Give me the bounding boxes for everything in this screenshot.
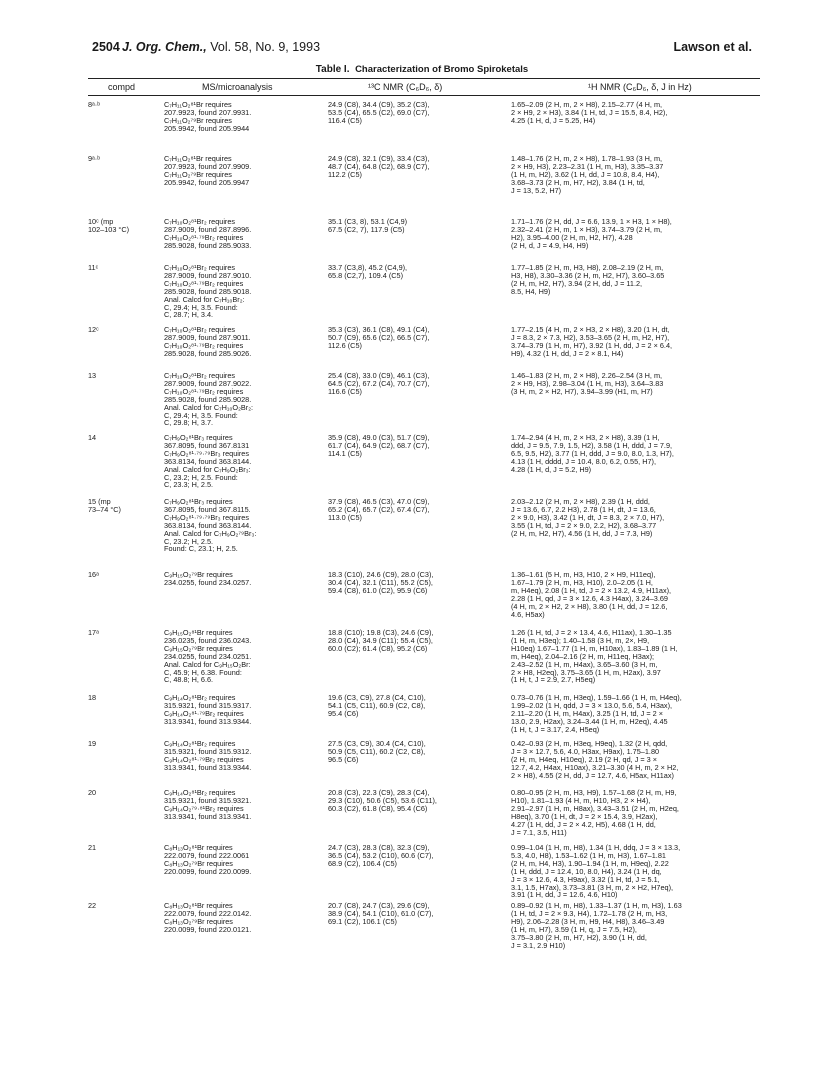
table-row bbox=[88, 789, 760, 844]
table-row bbox=[88, 571, 760, 629]
cell-h1: 1.65–2.09 (2 H, m, 2 × H8), 2.15–2.77 (4 H, m, 2 × H9, 2 × H3), 3.84 (1 H, td, J = 15.5, 8.4, H2), 4.25 (1 H, d, J = 5.25, H4) bbox=[511, 100, 668, 125]
table-row bbox=[88, 372, 760, 434]
cell-c13: 20.8 (C3), 22.3 (C9), 28.3 (C4), 29.3 (C10), 50.6 (C5), 53.6 (C11), 60.3 (C2), 61.8 (C8), 95.4 (C6) bbox=[328, 788, 437, 813]
table-body bbox=[88, 101, 760, 952]
cell-h1: 0.89–0.92 (1 H, m, H8), 1.33–1.37 (1 H, m, H3), 1.63 (1 H, td, J = 2 × 9.3, H4), 1.72–1.78 (2 H, m, H3, H9), 2.06–2.28 (3 H, m, H9, H4, H8), 3.46–3.49 (1 H, m, H7), 3.59 (1 H, q, J = 7.5, H2), 3.75–3.80 (2 H, m, H7, H2), 3.90 (1 H, dd, J = 3.1, 2.9 H10) bbox=[511, 901, 682, 950]
cell-h1: 0.42–0.93 (2 H, m, H3eq, H9eq), 1.32 (2 H, qdd, J = 3 × 12.7, 5.6, 4.0, H3ax, H9ax), 1.75–1.80 (2 H, m, H4eq, H10eq), 2.19 (2 H, qd, J = 3 × 12.7, 4.2, H4ax, H10ax), 3.21–3.30 (4 H, m, 2 × H2, 2 × H8), 4.55 (2 H, dd, J = 12.7, 4.6, H5ax, H11ax) bbox=[511, 739, 679, 780]
cell-ms: C₇H₁₀O₂⁸¹Br₂ requires 287.9009, found 287.9022. C₇H₁₀O₂⁸¹·⁷⁹Br₂ requires 285.9028, found 285.9028. Anal. Calcd for C₇H₁₀O₂Br₂: C, 29.4; H, 3.5. Found: C, 29.8; H, 3.7. bbox=[164, 371, 254, 428]
cell-compd: 18 bbox=[88, 693, 97, 702]
table-row bbox=[88, 902, 760, 952]
cell-h1: 1.71–1.76 (2 H, dd, J = 6.6, 13.9, 1 × H3, 1 × H8), 2.32–2.41 (2 H, m, 1 × H3), 3.74–3.79 (2 H, m, H2), 3.95–4.00 (2 H, m, H2, H7), 4.28 (2 H, d, J = 4.9, H4, H9) bbox=[511, 217, 672, 250]
table-caption: Characterization of Bromo Spiroketals bbox=[355, 64, 529, 75]
cell-ms: C₉H₁₅O₂⁸¹Br requires 236.0235, found 236.0243. C₉H₁₅O₂⁷⁹Br requires 234.0255, found 234.0251. Anal. Calcd for C₉H₁₅O₂Br: C, 45.9; H, 6.38. Found: C, 48.8; H, 6.6. bbox=[164, 628, 252, 685]
cell-c13: 18.8 (C10); 19.8 (C3), 24.6 (C9), 28.0 (C4), 34.9 (C11); 55.4 (C5), 60.0 (C2); 61.4 (C8), 95.2 (C6) bbox=[328, 628, 434, 653]
cell-ms: C₈H₁₃O₂⁸¹Br requires 222.0079, found 222.0061 C₈H₁₃O₂⁷⁹Br requires 220.0099, found 220.0099. bbox=[164, 843, 252, 876]
cell-compd: 16ᵃ bbox=[88, 570, 99, 579]
cell-ms: C₉H₁₄O₂⁸¹Br₂ requires 315.9321, found 315.9321. C₉H₁₄O₂⁷⁹·⁸¹Br₂ requires 313.9341, found 313.9341. bbox=[164, 788, 252, 821]
cell-c13: 35.3 (C3), 36.1 (C8), 49.1 (C4), 50.7 (C9), 65.6 (C2), 66.5 (C7), 112.6 (C5) bbox=[328, 325, 430, 350]
journal-name: J. Org. Chem., bbox=[122, 40, 207, 54]
cell-ms: C₉H₁₄O₂⁸¹Br₂ requires 315.9321, found 315.9312. C₉H₁₄O₂⁸¹·⁷⁹Br₂ requires 313.9341, found 313.9344. bbox=[164, 739, 252, 772]
column-header-13c: ¹³C NMR (C₆D₆, δ) bbox=[368, 82, 443, 92]
cell-c13: 25.4 (C8), 33.0 (C9), 46.1 (C3), 64.5 (C2), 67.2 (C4), 70.7 (C7), 116.6 (C5) bbox=[328, 371, 430, 396]
table-row bbox=[88, 844, 760, 902]
table-row bbox=[88, 629, 760, 694]
cell-ms: C₉H₁₅O₂⁷⁹Br requires 234.0255, found 234.0257. bbox=[164, 570, 252, 587]
table-row bbox=[88, 498, 760, 571]
cell-h1: 0.73–0.76 (1 H, m, H3eq), 1.59–1.66 (1 H, m, H4eq), 1.99–2.02 (1 H, qdd, J = 3 × 13.0, 5.6, 5.4, H3ax), 2.11–2.20 (1 H, m, H4ax), 3.25 (1 H, td, J = 2 × 13.0, 2.9, H2ax), 3.24–3.44 (1 H, m, H2eq), 4.45 (1 H, t, J = 3.17, 2.4, H5eq) bbox=[511, 693, 682, 734]
cell-compd: 13 bbox=[88, 371, 97, 380]
cell-ms: C₇H₉O₂⁸¹Br₃ requires 367.8095, found 367.8131 C₇H₉O₂⁸¹·⁷⁹·⁷⁹Br₃ requires 363.8134, found 363.8144. Anal. Calcd for C₇H₉O₂Br₃: C, 23.2; H, 2.5. Found: C, 23.3; H, 2.5. bbox=[164, 433, 252, 490]
table-row bbox=[88, 264, 760, 326]
cell-ms: C₇H₁₀O₂⁸¹Br₂ requires 287.9009, found 287.8996. C₇H₁₀O₂⁸¹·⁷⁹Br₂ requires 285.9028, found 285.9033. bbox=[164, 217, 252, 250]
cell-ms: C₇H₁₁O₂⁸¹Br requires 207.9923, found 207.9931. C₇H₁₁O₂⁷⁹Br requires 205.9942, found 205.9944 bbox=[164, 100, 252, 133]
table-row bbox=[88, 326, 760, 372]
cell-compd: 10ᶜ (mp 102–103 °C) bbox=[88, 217, 130, 234]
cell-c13: 24.9 (C8), 34.4 (C9), 35.2 (C3), 53.5 (C4), 65.5 (C2), 69.0 (C7), 116.4 (C5) bbox=[328, 100, 430, 125]
cell-h1: 1.74–2.94 (4 H, m, 2 × H3, 2 × H8), 3.39 (1 H, ddd, J = 9.5, 7.9, 1.5, H2), 3.58 (1 H, ddd, J = 7.9, 6.5, 9.5, H2), 3.77 (1 H, ddd, J = 9.0, 8.0, 1.3, H7), 4.13 (1 H, dddd, J = 10.4, 8.0, 6.2, 0.55, H7), 4.28 (1 H, d, J = 5.2, H9) bbox=[511, 433, 674, 474]
cell-c13: 24.9 (C8), 32.1 (C9), 33.4 (C3), 48.7 (C4), 64.8 (C2), 68.9 (C7), 112.2 (C5) bbox=[328, 154, 430, 179]
cell-h1: 1.48–1.76 (2 H, m, 2 × H8), 1.78–1.93 (3 H, m, 2 × H9, H3), 2.23–2.31 (1 H, m, H3), 3.35–3.37 (1 H, m, H2), 3.62 (1 H, dd, J = 10.8, 8.4, H4), 3.68–3.73 (2 H, m, H7, H2), 3.84 (1 H, td, J = 13, 5.2, H7) bbox=[511, 154, 664, 195]
cell-ms: C₇H₁₀O₂⁸¹Br₂ requires 287.9009, found 287.9011. C₇H₁₀O₂⁸¹·⁷⁹Br₂ requires 285.9028, found 285.9026. bbox=[164, 325, 252, 358]
column-header-ms: MS/microanalysis bbox=[202, 82, 273, 92]
cell-ms: C₇H₁₀O₂⁸¹Br₂ requires 287.9009, found 287.9010. C₇H₁₀O₂⁸¹·⁷⁹Br₂ requires 285.9028, found 285.9018. Anal. Calcd for C₇H₁₀Br₂: C, 29.4; H, 3.5. Found: C, 28.7; H, 3.4. bbox=[164, 263, 252, 320]
cell-c13: 19.6 (C3, C9), 27.8 (C4, C10), 54.1 (C5, C11), 60.9 (C2, C8), 95.4 (C6) bbox=[328, 693, 426, 718]
running-head bbox=[92, 40, 752, 56]
table-row bbox=[88, 101, 760, 155]
table-row bbox=[88, 434, 760, 498]
cell-compd: 21 bbox=[88, 843, 97, 852]
cell-h1: 0.80–0.95 (2 H, m, H3, H9), 1.57–1.68 (2 H, m, H9, H10), 1.81–1.93 (4 H, m, H10, H3, 2 × H4), 2.91–2.97 (1 H, m, H8ax), 3.43–3.51 (2 H, m, H2eq, H8eq), 3.70 (1 H, dt, J = 2 × 15.4, 3.9, H2ax), 4.27 (1 H, dd, J = 2 × 4.2, H5), 4.68 (1 H, dd, J = 7.1, 3.5, H11) bbox=[511, 788, 679, 837]
cell-compd: 14 bbox=[88, 433, 97, 442]
cell-compd: 22 bbox=[88, 901, 97, 910]
table-title bbox=[92, 64, 752, 75]
cell-c13: 20.7 (C8), 24.7 (C3), 29.6 (C9), 38.9 (C4), 54.1 (C10), 61.0 (C7), 69.1 (C2), 106.1 (C5) bbox=[328, 901, 434, 926]
cell-compd: 12ᶜ bbox=[88, 325, 99, 334]
table-row bbox=[88, 694, 760, 740]
cell-c13: 33.7 (C3,8), 45.2 (C4,9), 65.8 (C2,7), 109.4 (C5) bbox=[328, 263, 408, 280]
table-row bbox=[88, 740, 760, 789]
cell-c13: 35.9 (C8), 49.0 (C3), 51.7 (C9), 61.7 (C4), 64.9 (C2), 68.7 (C7), 114.1 (C5) bbox=[328, 433, 430, 458]
table-label: Table I. bbox=[315, 64, 350, 75]
cell-compd: 9ᵃ·ᵇ bbox=[88, 154, 100, 163]
cell-h1: 0.99–1.04 (1 H, m, H8), 1.34 (1 H, ddq, J = 3 × 13.3, 5.3, 4.0, H8), 1.53–1.62 (1 H, m, H3), 1.67–1.81 (2 H, m, H4, H3), 1.90–1.94 (1 H, m, H9eq), 2.22 (1 H, ddd, J = 12.4, 10, 8.0, H4), 3.24 (1 H, dq, J = 3 × 12.6, 4.3, H9ax), 3.32 (1 H, td, J = 5.1, 3.1, 1.5, H7ax), 3.73–3.81 (3 H, m, 2 × H2, H7eq), 3.91 (1 H, dd, J = 12.6, 4.6, H10) bbox=[511, 843, 681, 900]
cell-h1: 1.36–1.61 (5 H, m, H3, H10, 2 × H9, H11eq), 1.67–1.79 (2 H, m, H3, H10), 2.0–2.05 (1 H, m, H4eq), 2.08 (1 H, td, J = 2 × 13.2, 4.9, H11ax), 2.28 (1 H, qd, J = 3 × 12.6, 4.3 H4ax), 3.24–3.69 (4 H, m, 2 × H2, 2 × H8), 3.80 (1 H, dd, J = 12.6, 4.6, H5ax) bbox=[511, 570, 672, 619]
column-header-1h: ¹H NMR (C₆D₆, δ, J in Hz) bbox=[588, 82, 692, 92]
cell-c13: 18.3 (C10), 24.6 (C9), 28.0 (C3), 30.4 (C4), 32.1 (C11), 55.2 (C5), 59.4 (C8), 61.0 (C2), 95.9 (C6) bbox=[328, 570, 434, 595]
cell-compd: 11ᶜ bbox=[88, 263, 99, 272]
column-header-compd: compd bbox=[108, 82, 136, 92]
cell-ms: C₈H₁₃O₂⁸¹Br requires 222.0079, found 222.0142. C₈H₁₃O₂⁷⁹Br requires 220.0099, found 220.0121. bbox=[164, 901, 252, 934]
authors: Lawson et al. bbox=[673, 40, 752, 54]
table-top-rule bbox=[88, 78, 760, 79]
cell-c13: 24.7 (C3), 28.3 (C8), 32.3 (C9), 36.5 (C4), 53.2 (C10), 60.6 (C7), 68.9 (C2), 106.4 (C5) bbox=[328, 843, 434, 868]
cell-compd: 8ᵃ·ᵇ bbox=[88, 100, 100, 109]
cell-ms: C₇H₉O₂⁸¹Br₃ requires 367.8095, found 367.8115. C₇H₉O₂⁸¹·⁷⁹·⁷⁹Br₃ requires 363.8134, found 363.8144. Anal. Calcd for C₇H₉O₂⁷⁹Br₃: C, 23.2; H, 2.5. Found: C, 23.1; H, 2.5. bbox=[164, 497, 257, 554]
cell-c13: 27.5 (C3, C9), 30.4 (C4, C10), 50.9 (C5, C11), 60.2 (C2, C8), 96.5 (C6) bbox=[328, 739, 426, 764]
cell-h1: 1.46–1.83 (2 H, m, 2 × H8), 2.26–2.54 (3 H, m, 2 × H9, H3), 2.98–3.04 (1 H, m, H3), 3.64–3.83 (3 H, m, 2 × H2, H7), 3.94–3.99 (H1, m, H7) bbox=[511, 371, 664, 396]
cell-compd: 17ᵃ bbox=[88, 628, 99, 637]
journal-citation bbox=[122, 40, 320, 54]
cell-h1: 1.26 (1 H, td, J = 2 × 13.4, 4.6, H11ax), 1.30–1.35 (1 H, m, H3eq); 1.40–1.58 (3 H, m, 2×, H9, H10eq) 1.67–1.77 (1 H, m, H10ax), 1.83–1.89 (1 H, m, H4eq), 2.04–2.16 (2 H, m, H11eq, H3ax); 2.43–2.52 (1 H, m, H4ax), 3.65–3.60 (3 H, m, 2 × H8, H2eq), 3.75–3.65 (1 H, m, H2ax), 3.97 (1 H, t, J = 2.9, 2.7, H5eq) bbox=[511, 628, 678, 685]
cell-h1: 1.77–2.15 (4 H, m, 2 × H3, 2 × H8), 3.20 (1 H, dt, J = 8.3, 2 × 7.3, H2), 3.53–3.65 (2 H, m, H2, H7), 3.74–3.79 (1 H, m, H7), 3.92 (1 H, dd, J = 2 × 6.4, H9), 4.32 (1 H, dd, J = 2 × 8.1, H4) bbox=[511, 325, 673, 358]
cell-ms: C₇H₁₁O₂⁸¹Br requires 207.9923, found 207.9909. C₇H₁₁O₂⁷⁹Br requires 205.9942, found 205.9947 bbox=[164, 154, 252, 187]
table-header-rule bbox=[88, 95, 760, 96]
cell-compd: 20 bbox=[88, 788, 97, 797]
journal-volume: Vol. 58, No. 9, 1993 bbox=[206, 40, 321, 54]
cell-h1: 2.03–2.12 (2 H, m, 2 × H8), 2.39 (1 H, ddd, J = 13.6, 6.7, 2.2 H3), 2.78 (1 H, dt, J = 13.6, 2 × 9.0, H3), 3.42 (1 H, dt, J = 8.3, 2 × 7.0, H7), 3.55 (1 H, td, J = 2 × 9.0, 2.2, H2), 3.68–3.77 (2 H, m, H2, H7), 4.56 (1 H, dd, J = 7.3, H9) bbox=[511, 497, 665, 538]
cell-compd: 15 (mp 73–74 °C) bbox=[88, 497, 121, 514]
page-number: 2504 bbox=[92, 40, 120, 54]
cell-c13: 37.9 (C8), 46.5 (C3), 47.0 (C9), 65.2 (C4), 65.7 (C2), 67.4 (C7), 113.0 (C5) bbox=[328, 497, 430, 522]
table-row bbox=[88, 218, 760, 264]
cell-compd: 19 bbox=[88, 739, 97, 748]
cell-ms: C₉H₁₄O₂⁸¹Br₂ requires 315.9321, found 315.9317. C₉H₁₄O₂⁸¹·⁷⁹Br₂ requires 313.9341, found 313.9344. bbox=[164, 693, 252, 726]
table-row bbox=[88, 155, 760, 218]
cell-c13: 35.1 (C3, 8), 53.1 (C4,9) 67.5 (C2, 7), 117.9 (C5) bbox=[328, 217, 408, 234]
cell-h1: 1.77–1.85 (2 H, m, H3, H8), 2.08–2.19 (2 H, m, H3, H8), 3.30–3.36 (2 H, m, H2, H7), 3.60–3.65 (2 H, m, H2, H7), 3.94 (2 H, dd, J = 11.2, 8.5, H4, H9) bbox=[511, 263, 665, 296]
